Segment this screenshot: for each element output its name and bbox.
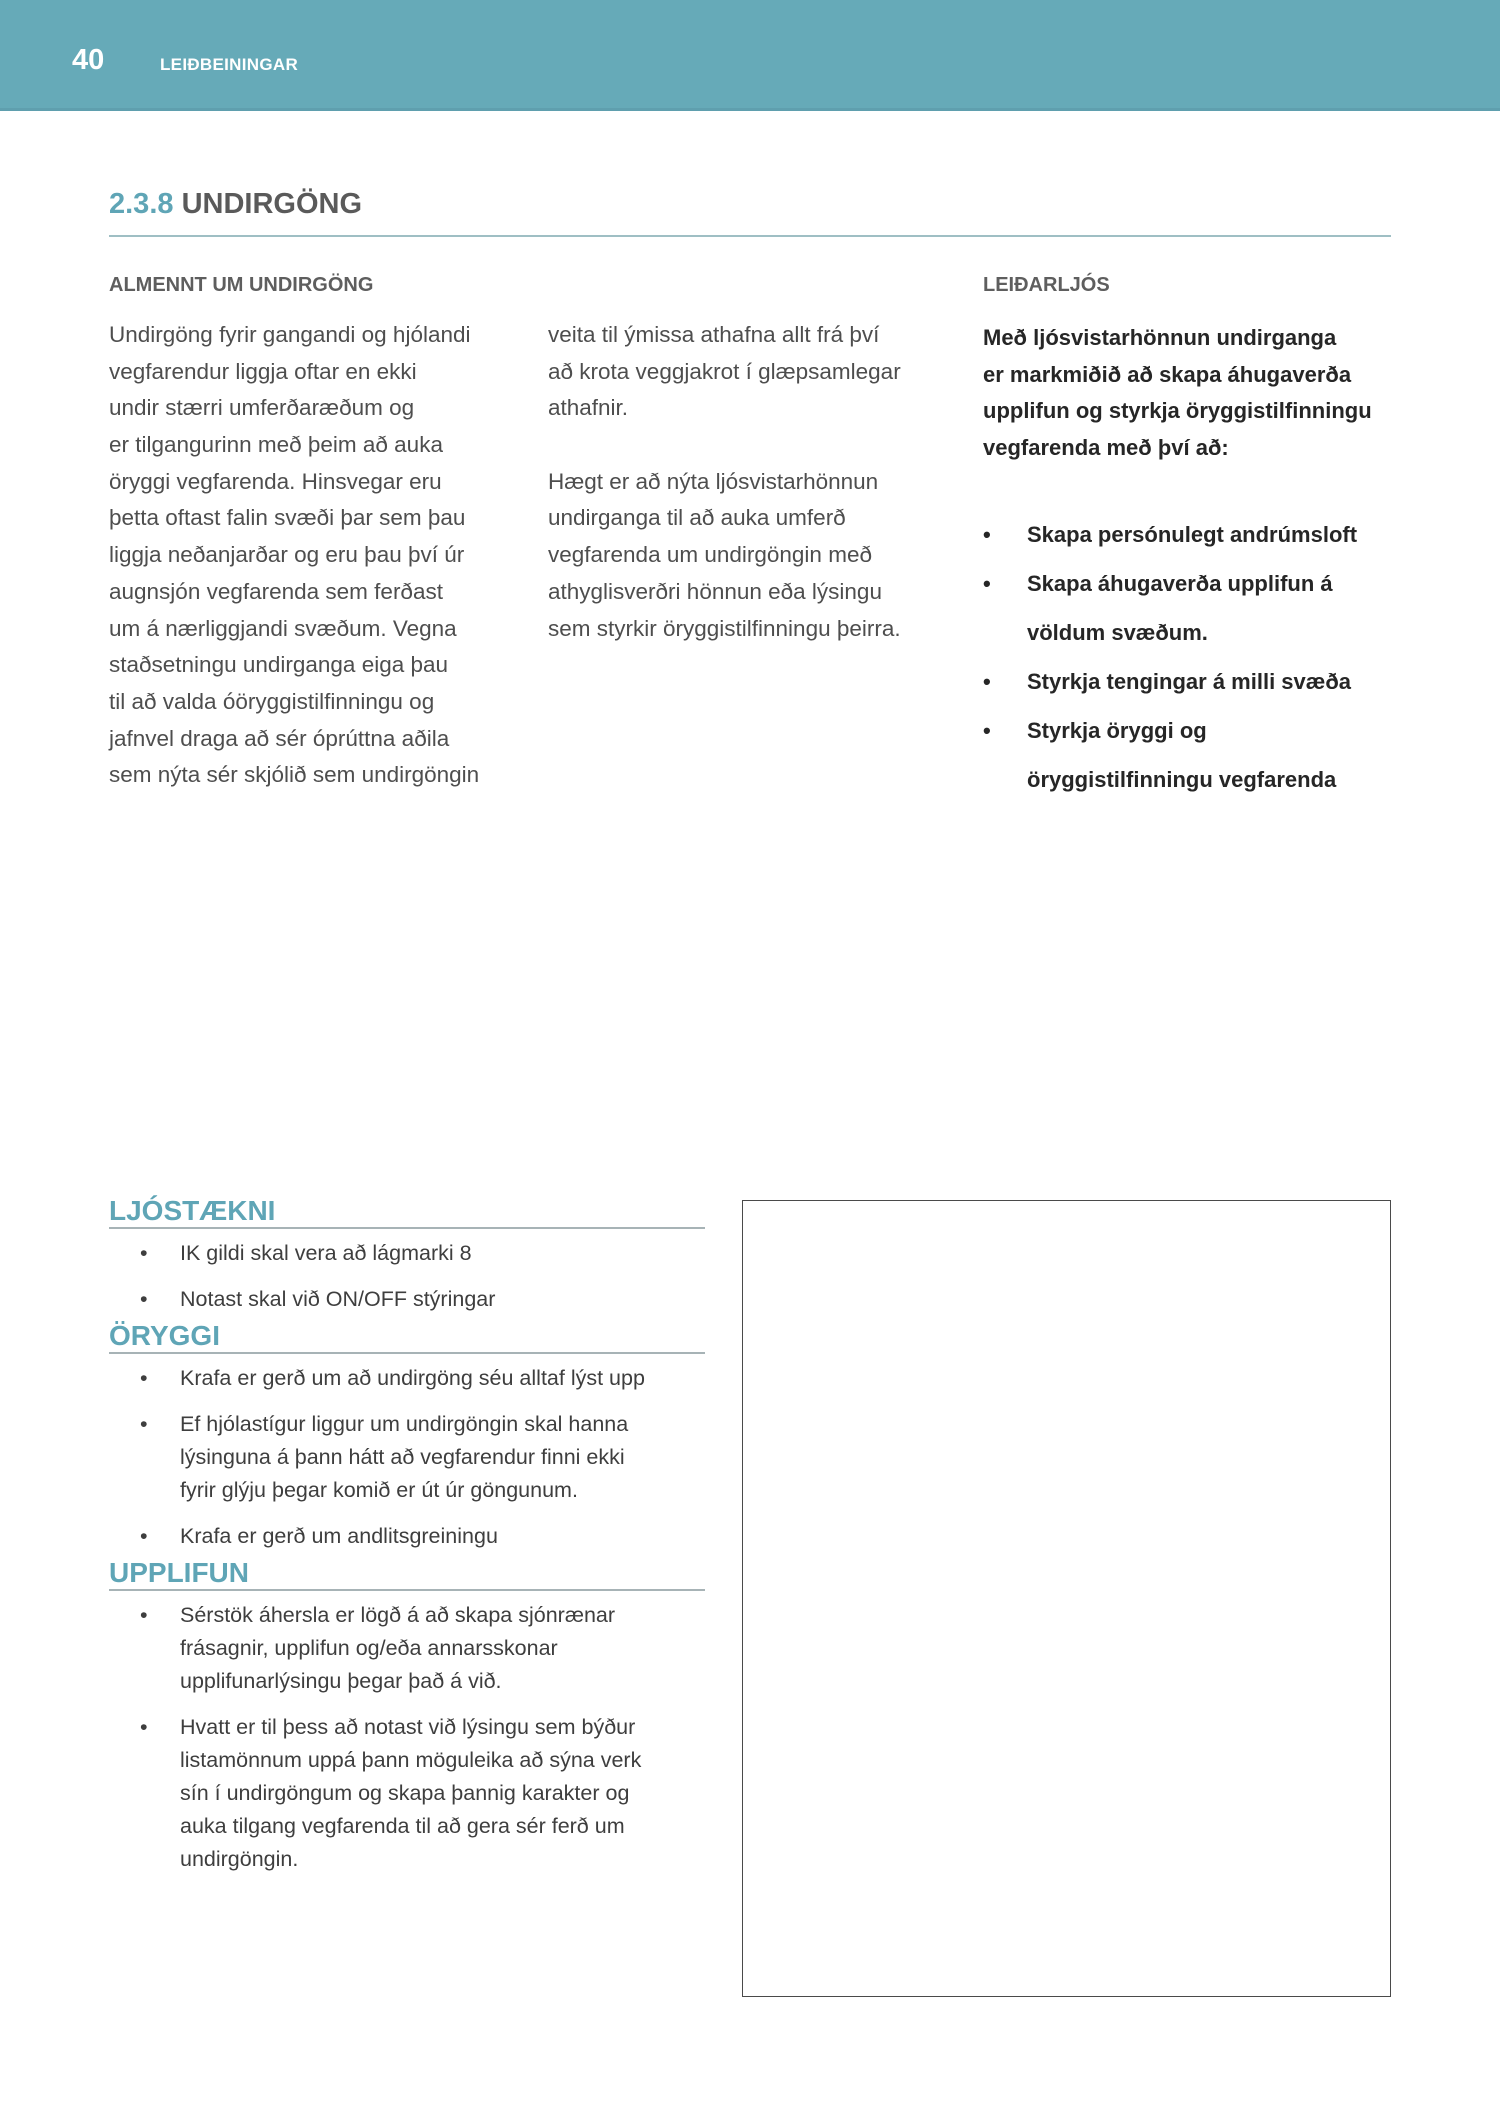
guidelines-intro bbox=[983, 320, 1372, 467]
section-number: 2.3.8 bbox=[109, 188, 174, 220]
text-line: athafnir. bbox=[548, 395, 629, 421]
section-title bbox=[109, 188, 362, 221]
requirement-text: frásagnir, upplifun og/eða annarsskonar bbox=[180, 1636, 558, 1660]
guideline-item bbox=[983, 510, 1357, 559]
requirement-text: Notast skal við ON/OFF stýringar bbox=[180, 1287, 496, 1311]
requirement-text: Krafa er gerð um andlitsgreiningu bbox=[180, 1524, 498, 1548]
text-line: til að valda óöryggistilfinningu og bbox=[109, 688, 435, 714]
bullet-icon: • bbox=[983, 669, 991, 694]
text-line: vegfarenda um undirgöngin með bbox=[548, 542, 872, 568]
requirement-text: lýsinguna á þann hátt að vegfarendur finni ekki bbox=[180, 1445, 625, 1469]
requirement-heading: ÖRYGGI bbox=[109, 1320, 220, 1351]
requirement-divider bbox=[109, 1227, 705, 1229]
text-line: vegfarenda með því að: bbox=[983, 435, 1229, 461]
requirement-text: Hvatt er til þess að notast við lýsingu sem býður bbox=[180, 1715, 636, 1739]
requirement-text: Sérstök áhersla er lögð á að skapa sjónrænar bbox=[180, 1603, 616, 1627]
section-title-text: UNDIRGÖNG bbox=[181, 188, 363, 220]
text-line: sem styrkir öryggistilfinningu þeirra. bbox=[548, 615, 901, 641]
bullet-icon: • bbox=[983, 718, 991, 743]
text-line: er markmiðið að skapa áhugaverða bbox=[983, 361, 1352, 387]
guidelines-list bbox=[983, 510, 1357, 804]
requirement-text: Ef hjólastígur liggur um undirgöngin skal hanna bbox=[180, 1412, 629, 1436]
text-line: Hægt er að nýta ljósvistarhönnun bbox=[548, 468, 879, 494]
text-line: um á nærliggjandi svæðum. Vegna bbox=[109, 615, 457, 641]
running-title: LEIÐBEININGAR bbox=[160, 55, 299, 74]
guideline-text: völdum svæðum. bbox=[1027, 620, 1208, 645]
bullet-icon: • bbox=[140, 1524, 148, 1548]
text-line: athyglisverðri hönnun eða lýsingu bbox=[548, 578, 882, 604]
page-number: 40 bbox=[72, 44, 105, 76]
requirement-item bbox=[109, 1362, 709, 1395]
guideline-text: Styrkja tengingar á milli svæða bbox=[1027, 669, 1352, 694]
requirement-item bbox=[109, 1408, 709, 1507]
guidelines-heading: LEIÐARLJÓS bbox=[983, 274, 1110, 296]
bullet-icon: • bbox=[983, 522, 991, 547]
requirement-text: sín í undirgöngum og skapa þannig karakter og bbox=[180, 1781, 630, 1805]
text-line: undirganga til að auka umferð bbox=[548, 505, 846, 531]
requirement-text: auka tilgang vegfarenda til að gera sér ferð um bbox=[180, 1814, 625, 1838]
bullet-icon: • bbox=[140, 1241, 148, 1265]
text-line bbox=[548, 427, 901, 464]
requirement-divider bbox=[109, 1589, 705, 1591]
text-line: sem nýta sér skjólið sem undirgöngin bbox=[109, 762, 480, 788]
bullet-icon: • bbox=[140, 1287, 148, 1311]
general-text-column-2 bbox=[548, 317, 901, 647]
guideline-text: Skapa persónulegt andrúmsloft bbox=[1027, 522, 1358, 547]
requirement-item bbox=[109, 1599, 709, 1698]
bullet-icon: • bbox=[140, 1603, 148, 1627]
requirement-item bbox=[109, 1283, 709, 1316]
requirement-text: undirgöngin. bbox=[180, 1847, 299, 1871]
text-line: vegfarendur liggja oftar en ekki bbox=[109, 358, 417, 384]
requirement-divider bbox=[109, 1352, 705, 1354]
text-line: jafnvel draga að sér óprúttna aðila bbox=[109, 725, 450, 751]
text-line: að krota veggjakrot í glæpsamlegar bbox=[548, 358, 901, 384]
guideline-text: Skapa áhugaverða upplifun á bbox=[1027, 571, 1333, 596]
requirement-list bbox=[109, 1237, 709, 1316]
guideline-text: öryggistilfinningu vegfarenda bbox=[1027, 767, 1337, 792]
requirement-text: fyrir glýju þegar komið er út úr göngunum. bbox=[180, 1478, 578, 1502]
requirement-list bbox=[109, 1599, 709, 1876]
bullet-icon: • bbox=[140, 1715, 148, 1739]
text-line: Undirgöng fyrir gangandi og hjólandi bbox=[109, 322, 471, 347]
text-line: liggja neðanjarðar og eru þau því úr bbox=[109, 542, 465, 568]
text-line: veita til ýmissa athafna allt frá því bbox=[548, 322, 880, 347]
text-line: upplifun og styrkja öryggistilfinningu bbox=[983, 398, 1372, 424]
text-line: Með ljósvistarhönnun undirganga bbox=[983, 325, 1337, 350]
text-line: augnsjón vegfarenda sem ferðast bbox=[109, 578, 443, 604]
text-line: undir stærri umferðaræðum og bbox=[109, 395, 415, 421]
requirement-item bbox=[109, 1520, 709, 1553]
requirement-heading: UPPLIFUN bbox=[109, 1557, 249, 1588]
bullet-icon: • bbox=[140, 1412, 148, 1436]
requirement-text: listamönnum uppá þann möguleika að sýna verk bbox=[180, 1748, 642, 1772]
guideline-text: Styrkja öryggi og bbox=[1027, 718, 1207, 743]
requirement-list bbox=[109, 1362, 709, 1553]
general-heading: ALMENNT UM UNDIRGÖNG bbox=[109, 274, 374, 296]
requirement-heading: LJÓSTÆKNI bbox=[109, 1195, 276, 1226]
requirements-section bbox=[109, 1195, 709, 1880]
general-text-column-1 bbox=[109, 317, 479, 794]
text-line: öryggi vegfarenda. Hinsvegar eru bbox=[109, 468, 442, 494]
requirement-text: IK gildi skal vera að lágmarki 8 bbox=[180, 1241, 472, 1265]
requirement-text: upplifunarlýsingu þegar það á við. bbox=[180, 1669, 502, 1693]
image-placeholder-frame bbox=[742, 1200, 1391, 1997]
guideline-item bbox=[983, 559, 1357, 657]
bullet-icon: • bbox=[983, 571, 991, 596]
text-line: er tilgangurinn með þeim að auka bbox=[109, 432, 443, 458]
title-divider bbox=[109, 235, 1391, 237]
requirement-text: Krafa er gerð um að undirgöng séu alltaf lýst upp bbox=[180, 1366, 645, 1390]
bullet-icon: • bbox=[140, 1366, 148, 1390]
guideline-item bbox=[983, 657, 1357, 706]
text-line: staðsetningu undirganga eiga þau bbox=[109, 652, 449, 678]
requirement-item bbox=[109, 1711, 709, 1876]
requirement-item bbox=[109, 1237, 709, 1270]
guideline-item bbox=[983, 706, 1357, 804]
text-line: þetta oftast falin svæði þar sem þau bbox=[109, 505, 466, 531]
